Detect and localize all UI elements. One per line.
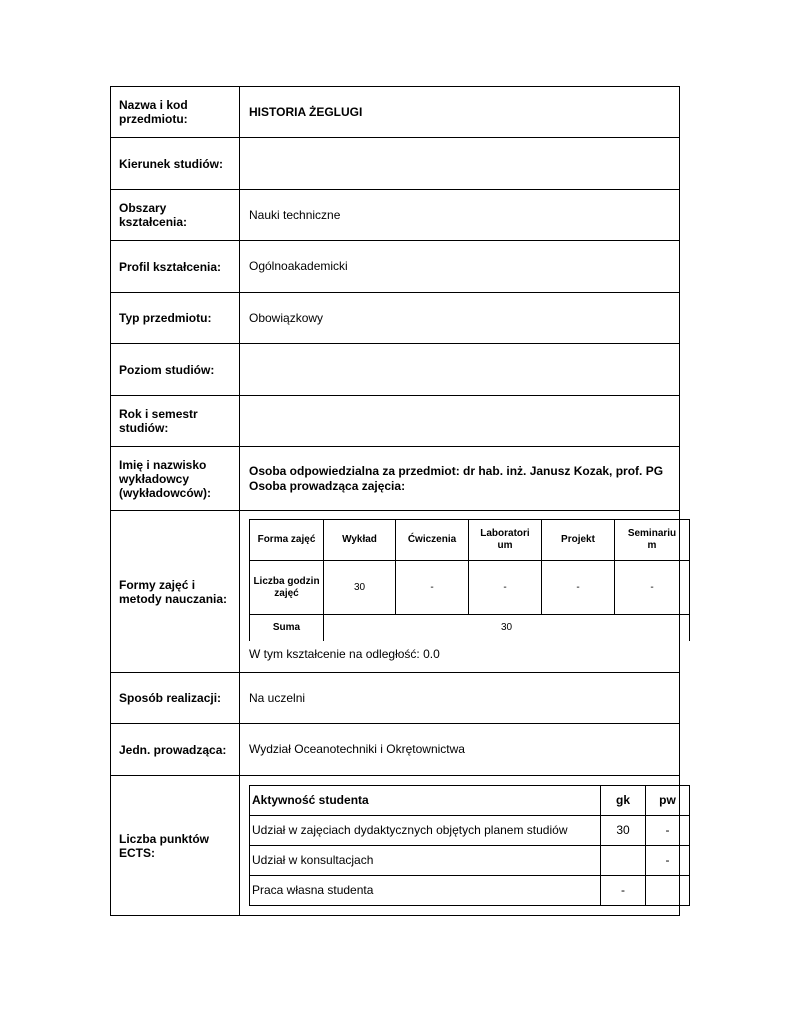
forms-hours-cell: 30 [324,561,396,615]
ects-gk [601,846,646,876]
label-unit: Jedn. prowadząca: [111,724,240,776]
forms-hours-row [250,561,690,615]
forms-sum-value: 30 [324,615,690,642]
forms-sum-label: Suma [250,615,324,642]
forms-header-row [250,520,690,561]
ects-row [250,816,690,846]
value-area: Nauki techniczne [240,190,680,241]
ects-activity: Udział w zajęciach dydaktycznych objętych planem studiów [250,816,601,846]
value-profile: Ogólnoakademicki [240,241,680,293]
row-area [111,190,680,241]
label-profile: Profil kształcenia: [111,241,240,293]
ects-pw [646,876,690,906]
ects-activity: Udział w konsultacjach [250,846,601,876]
value-unit: Wydział Oceanotechniki i Okrętownictwa [240,724,680,776]
value-year [240,396,680,447]
label-mode: Sposób realizacji: [111,673,240,724]
forms-hours-cell: - [615,561,690,615]
forms-header-cell: Seminariu m [615,520,690,561]
ects-header-activity: Aktywność studenta [250,786,601,816]
forms-sum-row [250,615,690,642]
value-level [240,344,680,396]
label-type: Typ przedmiotu: [111,293,240,344]
row-field [111,138,680,190]
row-mode [111,673,680,724]
ects-gk: 30 [601,816,646,846]
label-forms: Formy zajęć i metody nauczania: [111,511,240,673]
label-field: Kierunek studiów: [111,138,240,190]
forms-hours-cell: - [469,561,542,615]
value-mode: Na uczelni [240,673,680,724]
forms-hours-cell: - [396,561,469,615]
label-area: Obszary kształcenia: [111,190,240,241]
value-forms [240,511,680,673]
label-course-name: Nazwa i kod przedmiotu: [111,87,240,138]
forms-hours-cell: - [542,561,615,615]
value-field [240,138,680,190]
row-level [111,344,680,396]
ects-row [250,846,690,876]
forms-table [249,519,690,641]
ects-gk: - [601,876,646,906]
row-type [111,293,680,344]
value-type: Obowiązkowy [240,293,680,344]
lecturer-responsible: Osoba odpowiedzialna za przedmiot: dr hab. inż. Janusz Kozak, prof. PG [249,463,664,478]
ects-row [250,876,690,906]
ects-header-gk: gk [601,786,646,816]
ects-pw: - [646,816,690,846]
row-year [111,396,680,447]
forms-header-cell: Forma zajęć [250,520,324,561]
row-ects [111,776,680,916]
row-profile [111,241,680,293]
course-card-table [110,86,680,916]
value-lecturer [240,447,680,511]
lecturer-conducting: Osoba prowadząca zajęcia: [249,478,406,493]
label-year: Rok i semestr studiów: [111,396,240,447]
forms-hours-label: Liczba godzin zajęć [250,561,324,615]
label-level: Poziom studiów: [111,344,240,396]
row-lecturer [111,447,680,511]
row-course-name [111,87,680,138]
value-course-name: HISTORIA ŻEGLUGI [240,87,680,138]
forms-header-cell: Projekt [542,520,615,561]
label-ects: Liczba punktów ECTS: [111,776,240,916]
ects-table [249,785,690,906]
forms-header-cell: Wykład [324,520,396,561]
row-unit [111,724,680,776]
forms-header-cell: Laboratori um [469,520,542,561]
ects-header-pw: pw [646,786,690,816]
row-forms [111,511,680,673]
remote-learning-note: W tym kształcenie na odległość: 0.0 [249,647,440,661]
ects-header-row [250,786,690,816]
ects-pw: - [646,846,690,876]
value-ects [240,776,680,916]
forms-header-cell: Ćwiczenia [396,520,469,561]
ects-activity: Praca własna studenta [250,876,601,906]
label-lecturer: Imię i nazwisko wykładowcy (wykładowców): [111,447,240,511]
